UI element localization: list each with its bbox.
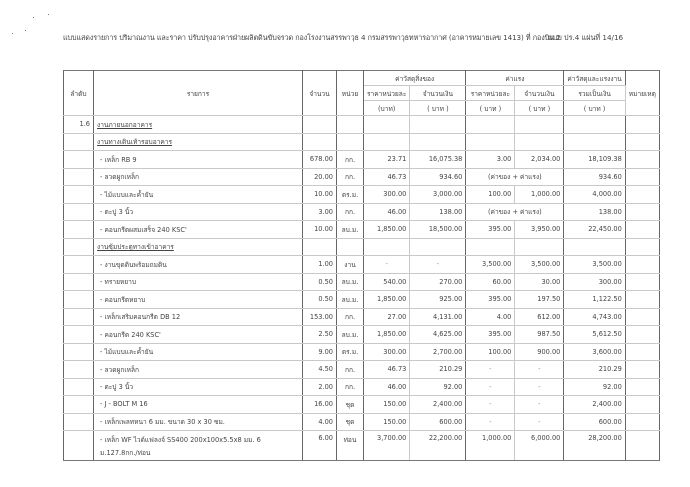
item-description: - J - BOLT M 16: [94, 396, 303, 414]
material-unit-price-cell: 46.00: [364, 203, 410, 221]
remark-cell: [625, 413, 659, 431]
remark-cell: [625, 326, 659, 344]
labor-amount-cell: 612.00: [515, 308, 564, 326]
total-cell: 300.00: [564, 273, 625, 291]
labor-unit-price-cell: 60.00: [466, 273, 515, 291]
material-amount-cell: 270.00: [410, 273, 466, 291]
total-cell: 5,612.50: [564, 326, 625, 344]
material-amount-cell: 16,075.38: [410, 151, 466, 169]
section-row: [64, 116, 660, 134]
labor-unit-price-header: ราคาหน่วยละ: [466, 86, 515, 101]
material-amount-cell: 600.00: [410, 413, 466, 431]
labor-unit-price-cell: 100.00: [466, 343, 515, 361]
table-row: [64, 221, 660, 239]
item-description: - เหล็ก RB 9: [94, 151, 303, 169]
table-row: [64, 361, 660, 379]
material-unit-price-cell: 300.00: [364, 186, 410, 204]
labor-amount-cell: -: [515, 396, 564, 414]
qty-cell: 2.50: [303, 326, 337, 344]
row-number: [64, 186, 94, 204]
remark-cell: [625, 291, 659, 309]
material-amount-cell: [410, 238, 466, 256]
col-remark-header: หมายเหตุ: [625, 71, 659, 116]
qty-cell: 0.50: [303, 273, 337, 291]
material-amount-cell: 22,200.00: [410, 431, 466, 461]
row-number: [64, 238, 94, 256]
header-row-1: [64, 71, 660, 86]
item-description: - ลวดผูกเหล็ก: [94, 168, 303, 186]
unit-cell: ชุด: [337, 396, 364, 414]
material-amount-cell: 2,700.00: [410, 343, 466, 361]
labor-amount-header: จำนวนเงิน: [515, 86, 564, 101]
labor-amount-cell: -: [515, 378, 564, 396]
item-description: - เหล็กเพลทหนา 6 มม. ขนาด 30 x 30 ซม.: [94, 413, 303, 431]
row-number: [64, 396, 94, 414]
labor-amount-cell: 3,500.00: [515, 256, 564, 274]
row-number: [64, 221, 94, 239]
labor-amount-cell: [515, 116, 564, 134]
labor-unit-price-cell: [466, 116, 515, 134]
remark-cell: [625, 151, 659, 169]
labor-unit-price-cell: [466, 238, 515, 256]
unit-cell: กก.: [337, 168, 364, 186]
labor-amount-cell: 3,950.00: [515, 221, 564, 239]
material-unit-price-header: ราคาหน่วยละ: [364, 86, 410, 101]
labor-unit-price-cell: 395.00: [466, 326, 515, 344]
labor-unit-price-cell: [466, 133, 515, 151]
labor-amount-cell: 900.00: [515, 343, 564, 361]
remark-cell: [625, 343, 659, 361]
unit-cell: ลบ.ม.: [337, 326, 364, 344]
material-unit-price-cell: [364, 238, 410, 256]
material-amount-cell: 3,000.00: [410, 186, 466, 204]
item-description: - คอนกรีตหยาบ: [94, 291, 303, 309]
material-amount-cell: 138.00: [410, 203, 466, 221]
qty-cell: 20.00: [303, 168, 337, 186]
section-title: [94, 116, 303, 134]
section-title-text: งานทางเดินเท้ารอบอาคาร: [97, 138, 173, 147]
row-number: [64, 308, 94, 326]
col-no-header: ลำดับ: [64, 71, 94, 116]
remark-cell: [625, 133, 659, 151]
labor-amount-cell: -: [515, 413, 564, 431]
item-description: - ลวดผูกเหล็ก: [94, 361, 303, 379]
remark-cell: [625, 203, 659, 221]
material-amount-cell: 4,625.00: [410, 326, 466, 344]
material-unit-price-cell: 1,850.00: [364, 291, 410, 309]
total-group-header: ค่าวัสดุและแรงงาน: [564, 71, 625, 86]
table-row: [64, 151, 660, 169]
material-unit-price-cell: 23.71: [364, 151, 410, 169]
remark-cell: [625, 238, 659, 256]
total-cell: 210.29: [564, 361, 625, 379]
material-group-header: ค่าวัสดุสิ่งของ: [364, 71, 466, 86]
labor-amount-cell: 197.50: [515, 291, 564, 309]
labor-unit-price-cell: -: [466, 378, 515, 396]
unit-cell: ลบ.ม.: [337, 273, 364, 291]
section-title: [94, 133, 303, 151]
labor-amount-cell: 6,000.00: [515, 431, 564, 461]
unit-cell: กก.: [337, 151, 364, 169]
qty-cell: 0.50: [303, 291, 337, 309]
labor-unit-price-cell: 395.00: [466, 291, 515, 309]
material-amount-cell: -: [410, 256, 466, 274]
unit-cell: ตร.ม.: [337, 186, 364, 204]
unit-cell: ลบ.ม.: [337, 221, 364, 239]
qty-cell: 1.00: [303, 256, 337, 274]
total-amount-header: รวมเป็นเงิน: [564, 86, 625, 101]
row-number: 1.6: [64, 116, 94, 134]
table-row: [64, 396, 660, 414]
labor-amount-cell: 1,000.00: [515, 186, 564, 204]
labor-amount-cell: [515, 238, 564, 256]
total-cell: 18,109.38: [564, 151, 625, 169]
table-row: [64, 308, 660, 326]
unit-cell: กก.: [337, 203, 364, 221]
labor-unit-price-cell: 1,000.00: [466, 431, 515, 461]
table-row: [64, 273, 660, 291]
col-item-header: รายการ: [94, 71, 303, 116]
labor-unit-price-cell: 100.00: [466, 186, 515, 204]
col-unit-header: หน่วย: [337, 71, 364, 116]
labor-note-cell: (ค่าของ + ค่าแรง): [466, 203, 564, 221]
material-unit-price-cell: 1,850.00: [364, 221, 410, 239]
labor-amount-cell: 987.50: [515, 326, 564, 344]
document-title: แบบแสดงรายการ ปริมาณงาน และราคา ปรับปรุงอาคารฝ่ายผลิตดินขับจรวด กองโรงงานสรรพาวุธ 4 กรมสรรพาวุธทหารอากาศ (อาคารหมายเลข 1413) ที่ กองบิน 2: [63, 33, 561, 42]
qty-cell: [303, 133, 337, 151]
qty-cell: [303, 116, 337, 134]
row-number: [64, 256, 94, 274]
row-number: [64, 326, 94, 344]
material-unit-price-cell: 3,700.00: [364, 431, 410, 461]
total-cell: 2,400.00: [564, 396, 625, 414]
remark-cell: [625, 168, 659, 186]
material-amount-cell: 18,500.00: [410, 221, 466, 239]
labor-amount-cell: 2,034.00: [515, 151, 564, 169]
material-unit-price-cell: [364, 116, 410, 134]
qty-cell: 2.00: [303, 378, 337, 396]
row-number: [64, 343, 94, 361]
material-unit-price-cell: 27.00: [364, 308, 410, 326]
labor-unit-price-cell: -: [466, 396, 515, 414]
material-unit-price-cell: 46.00: [364, 378, 410, 396]
row-number: [64, 273, 94, 291]
material-amount-cell: 934.60: [410, 168, 466, 186]
material-amount-cell: [410, 116, 466, 134]
material-amount-cell: 4,131.00: [410, 308, 466, 326]
qty-cell: 10.00: [303, 186, 337, 204]
qty-cell: 6.00: [303, 431, 337, 461]
table-row: [64, 203, 660, 221]
total-cell: 934.60: [564, 168, 625, 186]
material-amount-cell: 925.00: [410, 291, 466, 309]
total-cell: 28,200.00: [564, 431, 625, 461]
total-cell: 3,500.00: [564, 256, 625, 274]
total-cell: [564, 133, 625, 151]
material-amount-header: จำนวนเงิน: [410, 86, 466, 101]
remark-cell: [625, 361, 659, 379]
baht-label: (บาท): [364, 101, 410, 116]
bill-of-quantities-table: [63, 70, 660, 461]
unit-cell: ลบ.ม.: [337, 291, 364, 309]
labor-unit-price-cell: -: [466, 361, 515, 379]
total-cell: 92.00: [564, 378, 625, 396]
section-title-text: งานภายนอกอาคาร: [97, 120, 153, 129]
material-amount-cell: [410, 133, 466, 151]
remark-cell: [625, 273, 659, 291]
table-row: [64, 291, 660, 309]
total-cell: 138.00: [564, 203, 625, 221]
labor-amount-cell: [515, 133, 564, 151]
total-cell: 3,600.00: [564, 343, 625, 361]
table-row: [64, 378, 660, 396]
row-number: [64, 168, 94, 186]
unit-cell: ตร.ม.: [337, 343, 364, 361]
baht-label: ( บาท ): [564, 101, 625, 116]
total-cell: [564, 238, 625, 256]
qty-cell: 10.00: [303, 221, 337, 239]
item-description: - ทรายหยาบ: [94, 273, 303, 291]
qty-cell: 4.50: [303, 361, 337, 379]
item-description: - งานขุดดินพร้อมถมดิน: [94, 256, 303, 274]
item-description: - เหล็ก WF ไวด์แฟลงจ์ SS400 200x100x5.5x8 มม. 6 ม.127.8กก./ท่อน: [94, 431, 303, 461]
remark-cell: [625, 186, 659, 204]
baht-label: ( บาท ): [515, 101, 564, 116]
total-cell: [564, 116, 625, 134]
qty-cell: 9.00: [303, 343, 337, 361]
table-row: [64, 186, 660, 204]
remark-cell: [625, 396, 659, 414]
qty-cell: 3.00: [303, 203, 337, 221]
table-row: [64, 256, 660, 274]
remark-cell: [625, 378, 659, 396]
section-row: [64, 238, 660, 256]
row-number: [64, 133, 94, 151]
total-cell: 4,000.00: [564, 186, 625, 204]
material-unit-price-cell: [364, 133, 410, 151]
item-description: - ตะปู 3 นิ้ว: [94, 203, 303, 221]
material-unit-price-cell: 150.00: [364, 413, 410, 431]
table-row: [64, 431, 660, 461]
table-row: [64, 343, 660, 361]
remark-cell: [625, 431, 659, 461]
total-cell: 22,450.00: [564, 221, 625, 239]
total-cell: 600.00: [564, 413, 625, 431]
remark-cell: [625, 308, 659, 326]
material-unit-price-cell: 540.00: [364, 273, 410, 291]
qty-cell: 16.00: [303, 396, 337, 414]
item-description: - เหล็กเสริมคอนกรีต DB 12: [94, 308, 303, 326]
labor-amount-cell: 30.00: [515, 273, 564, 291]
labor-unit-price-cell: -: [466, 413, 515, 431]
labor-unit-price-cell: 4.00: [466, 308, 515, 326]
row-number: [64, 378, 94, 396]
unit-cell: ท่อน: [337, 431, 364, 461]
unit-cell: กก.: [337, 361, 364, 379]
unit-cell: [337, 133, 364, 151]
form-reference: แบบ ปร.4 แผ่นที่ 14/16: [548, 33, 624, 42]
row-number: [64, 431, 94, 461]
unit-cell: กก.: [337, 378, 364, 396]
unit-cell: กก.: [337, 308, 364, 326]
unit-cell: [337, 238, 364, 256]
qty-cell: [303, 238, 337, 256]
item-description: - ไม้แบบและค้ำยัน: [94, 186, 303, 204]
row-number: [64, 151, 94, 169]
material-unit-price-cell: 300.00: [364, 343, 410, 361]
material-unit-price-cell: 1,850.00: [364, 326, 410, 344]
labor-amount-cell: -: [515, 361, 564, 379]
row-number: [64, 361, 94, 379]
unit-cell: [337, 116, 364, 134]
item-description: - คอนกรีตผสมเสร็จ 240 KSC': [94, 221, 303, 239]
material-unit-price-cell: -: [364, 256, 410, 274]
total-cell: 1,122.50: [564, 291, 625, 309]
table-row: [64, 326, 660, 344]
material-unit-price-cell: 46.73: [364, 361, 410, 379]
baht-label: ( บาท ): [410, 101, 466, 116]
item-description: - คอนกรีต 240 KSC': [94, 326, 303, 344]
unit-cell: ชุด: [337, 413, 364, 431]
col-qty-header: จำนวน: [303, 71, 337, 116]
labor-unit-price-cell: 3,500.00: [466, 256, 515, 274]
item-description: - ไม้แบบและค้ำยัน: [94, 343, 303, 361]
labor-unit-price-cell: 3.00: [466, 151, 515, 169]
remark-cell: [625, 116, 659, 134]
qty-cell: 4.00: [303, 413, 337, 431]
table-row: [64, 413, 660, 431]
material-amount-cell: 92.00: [410, 378, 466, 396]
section-title: [94, 238, 303, 256]
material-unit-price-cell: 46.73: [364, 168, 410, 186]
material-amount-cell: 210.29: [410, 361, 466, 379]
baht-label: ( บาท ): [466, 101, 515, 116]
remark-cell: [625, 221, 659, 239]
row-number: [64, 291, 94, 309]
row-number: [64, 203, 94, 221]
labor-group-header: ค่าแรง: [466, 71, 564, 86]
qty-cell: 678.00: [303, 151, 337, 169]
qty-cell: 153.00: [303, 308, 337, 326]
material-amount-cell: 2,400.00: [410, 396, 466, 414]
unit-cell: งาน: [337, 256, 364, 274]
row-number: [64, 413, 94, 431]
labor-note-cell: (ค่าของ + ค่าแรง): [466, 168, 564, 186]
total-cell: 4,743.00: [564, 308, 625, 326]
remark-cell: [625, 256, 659, 274]
item-description: - ตะปู 3 นิ้ว: [94, 378, 303, 396]
table-row: [64, 168, 660, 186]
section-row: [64, 133, 660, 151]
labor-unit-price-cell: 395.00: [466, 221, 515, 239]
material-unit-price-cell: 150.00: [364, 396, 410, 414]
section-title-text: งานซุ้มประตูทางเข้าอาคาร: [97, 243, 174, 252]
